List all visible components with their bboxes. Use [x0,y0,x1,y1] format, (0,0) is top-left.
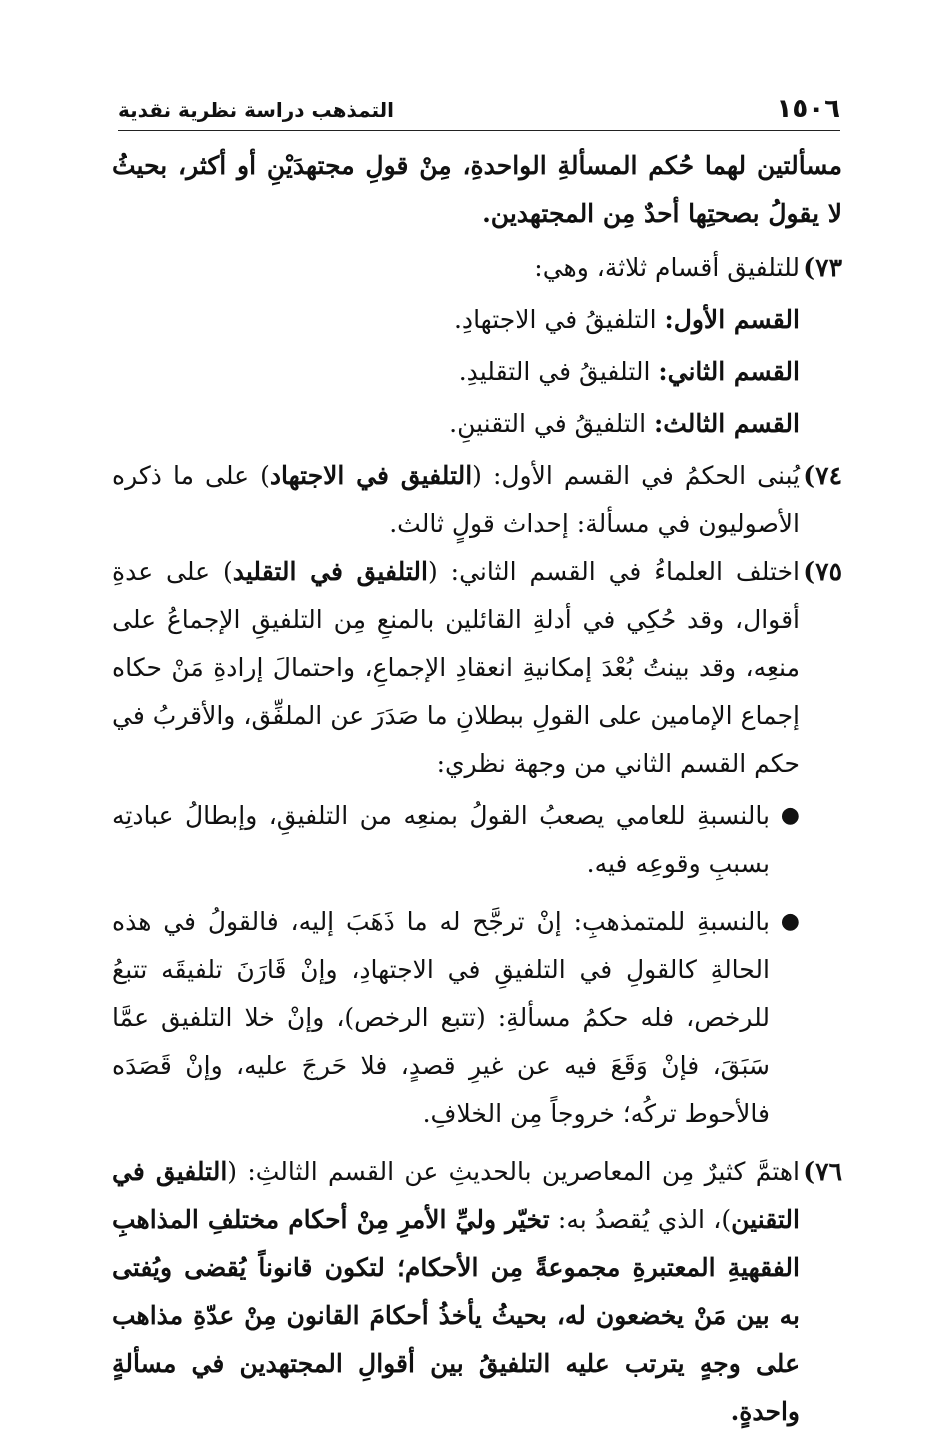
page-body [112,142,842,1436]
page-header [118,92,840,131]
page-number: ١٥٠٦ [776,94,840,124]
section-first [112,296,842,344]
section-text: التلفيقُ في التقليدِ. [458,357,651,386]
note-text [112,452,800,548]
note-number: ٧٣) [803,253,842,282]
bold-definition: تخيّر وليِّ الأمرِ مِنْ أحكام مختلفِ المذاهبِ الفقهيةِ المعتبرةِ مجموعةً مِن الأحكام؛ لتكون قانوناً يُقضى ويُفتى به بين مَنْ يخضعون له، بحيثُ يأخذُ أحكامَ القانون مِنْ عدّةِ مذاهب على وجهٍ يترتب عليه التلفيقُ بين أقوالِ المجتهدين في مسألةٍ واحدةٍ. [112,1205,800,1426]
note-76 [112,1148,842,1436]
bullet-item [112,898,800,1138]
note-number: ٧٤) [803,461,842,490]
note-75 [112,548,842,788]
note-number: ٧٥) [803,557,842,586]
running-title: التمذهب دراسة نظرية نقدية [118,98,395,122]
note-73 [112,244,842,292]
bold-term: التلفيق في الاجتهاد [269,461,473,490]
note-74 [112,452,842,548]
text-segment: ) على عدةِ أقوال، وقد حُكِي في أدلةِ القائلين بالمنعِ مِن التلفيقِ الإجماعُ على منعِه، وقد بينتُ بُعْدَ إمكانيةِ انعقادِ الإجماعِ، واحتمالَ إرادةِ مَنْ حكاه إجماع الإمامين على القولِ ببطلانِ ما صَدَرَ عن الملفِّق، والأقربُ في حكم القسم الثاني من وجهة نظري: [112,557,800,778]
section-text: التلفيقُ في الاجتهادِ. [453,305,657,334]
bullet-text: بالنسبةِ للعامي يصعبُ القولُ بمنعِه من التلفيقِ، وإبطالُ عبادتِه بسببِ وقوعِه فيه. [112,801,770,878]
bullet-list [112,792,842,1138]
text-segment: ) على ما ذكره الأصوليون في مسألة: إحداث قولٍ ثالث. [112,461,800,538]
section-label: القسم الثاني: [658,357,800,386]
text-segment: اهتمَّ كثيرٌ مِن المعاصرين بالحديثِ عن القسم الثالثِ: ( [227,1157,801,1186]
bullet-icon: ● [780,909,800,934]
section-label: القسم الثالث: [654,409,800,438]
note-text [112,548,800,788]
bold-term: التلفيق في التقنين [112,1157,800,1234]
text-segment: اختلف العلماءُ في القسم الثاني: ( [428,557,800,586]
section-third [112,400,842,448]
intro-paragraph: مسألتين لهما حُكم المسألةِ الواحدةِ، مِنْ قولِ مجتهدَيْنِ أو أكثر، بحيثُ لا يقولُ بصحتِها أحدٌ مِن المجتهدين. [112,151,842,228]
bullet-text: بالنسبةِ للمتمذهبِ: إنْ ترجَّح له ما ذَهَبَ إليه، فالقولُ في هذه الحالةِ كالقولِ في التلفيقِ في الاجتهادِ، وإنْ قَارَنَ تلفيقَه تتبعُ للرخص، فله حكمُ مسألةِ: (تتبع الرخص)، وإنْ خلا التلفيق عمَّا سَبَقَ، فإنْ وَقَعَ فيه عن غيرِ قصدٍ، فلا حَرجَ عليه، وإنْ قَصَدَه فالأحوط تركُه؛ خروجاً مِن الخلافِ. [112,907,770,1128]
note-text: للتلفيق أقسام ثلاثة، وهي: [534,253,800,282]
section-second [112,348,842,396]
note-text [112,1148,800,1436]
bold-term: التلفيق في التقليد [232,557,428,586]
bullet-icon: ● [780,803,800,828]
text-segment: )، الذي يُقصدُ به: [549,1205,732,1234]
text-segment: يُبنى الحكمُ في القسم الأول: ( [472,461,800,490]
section-label: القسم الأول: [664,305,800,334]
note-number: ٧٦) [803,1157,842,1186]
section-text: التلفيقُ في التقنينِ. [449,409,647,438]
bullet-item [112,792,800,888]
